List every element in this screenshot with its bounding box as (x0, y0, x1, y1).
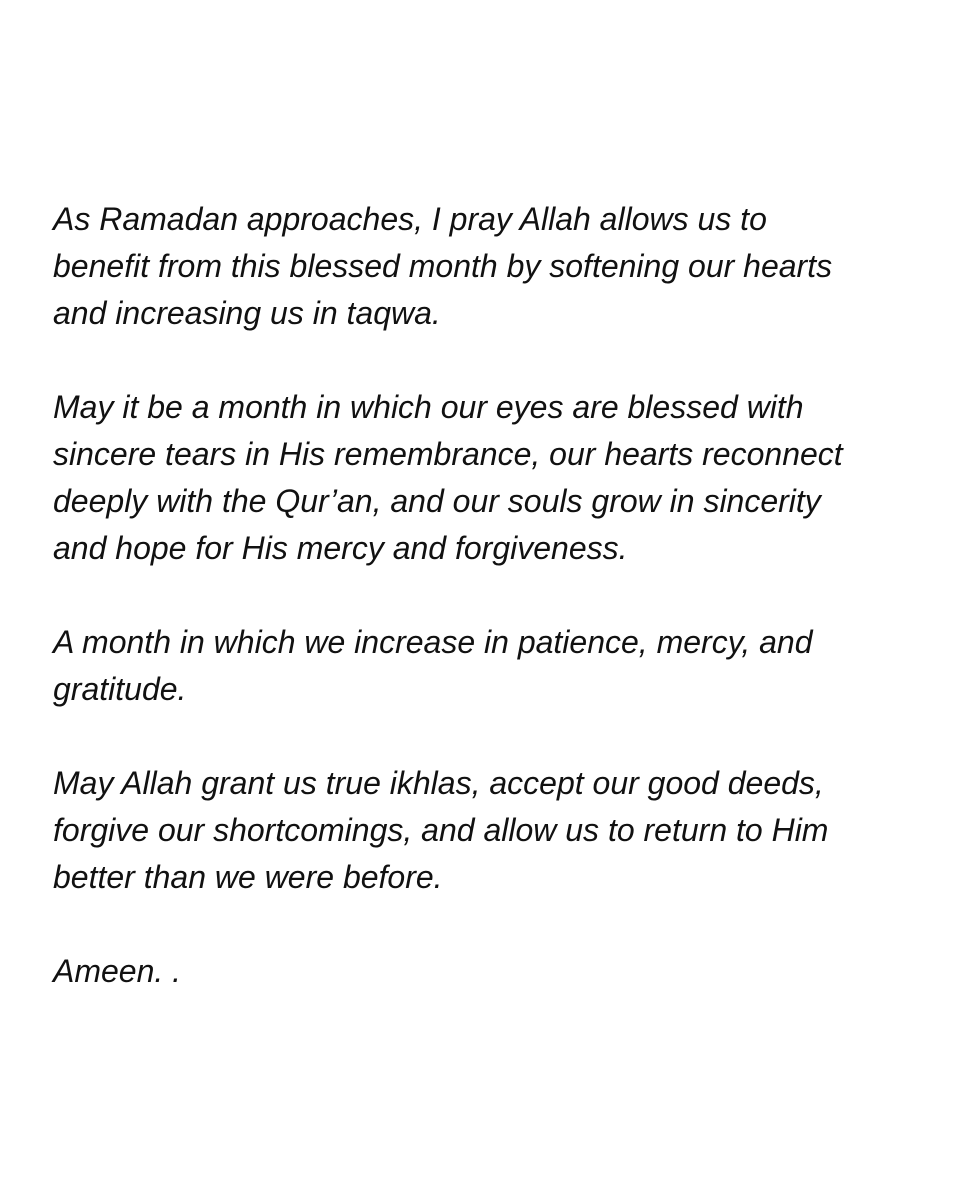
paragraph-month-of-tears (53, 384, 933, 572)
text-line: A month in which we increase in patience, mercy, and (53, 624, 813, 660)
paragraph-ramadan-approaches (53, 196, 933, 337)
text-line: May it be a month in which our eyes are blessed with (53, 389, 804, 425)
text-line: better than we were before. (53, 859, 443, 895)
text-line: sincere tears in His remembrance, our hearts reconnect (53, 436, 843, 472)
text-line: May Allah grant us true ikhlas, accept our good deeds, (53, 765, 824, 801)
text-line: Ameen. . (53, 953, 182, 989)
text-line: deeply with the Qur’an, and our souls grow in sincerity (53, 483, 821, 519)
message-body (53, 196, 933, 1042)
text-line: and hope for His mercy and forgiveness. (53, 530, 628, 566)
text-line: As Ramadan approaches, I pray Allah allows us to (53, 201, 767, 237)
text-line: forgive our shortcomings, and allow us to return to Him (53, 812, 829, 848)
paragraph-patience-mercy (53, 619, 933, 713)
paragraph-ameen (53, 948, 933, 995)
paragraph-ikhlas (53, 760, 933, 901)
text-line: gratitude. (53, 671, 187, 707)
text-line: and increasing us in taqwa. (53, 295, 441, 331)
text-line: benefit from this blessed month by softening our hearts (53, 248, 833, 284)
